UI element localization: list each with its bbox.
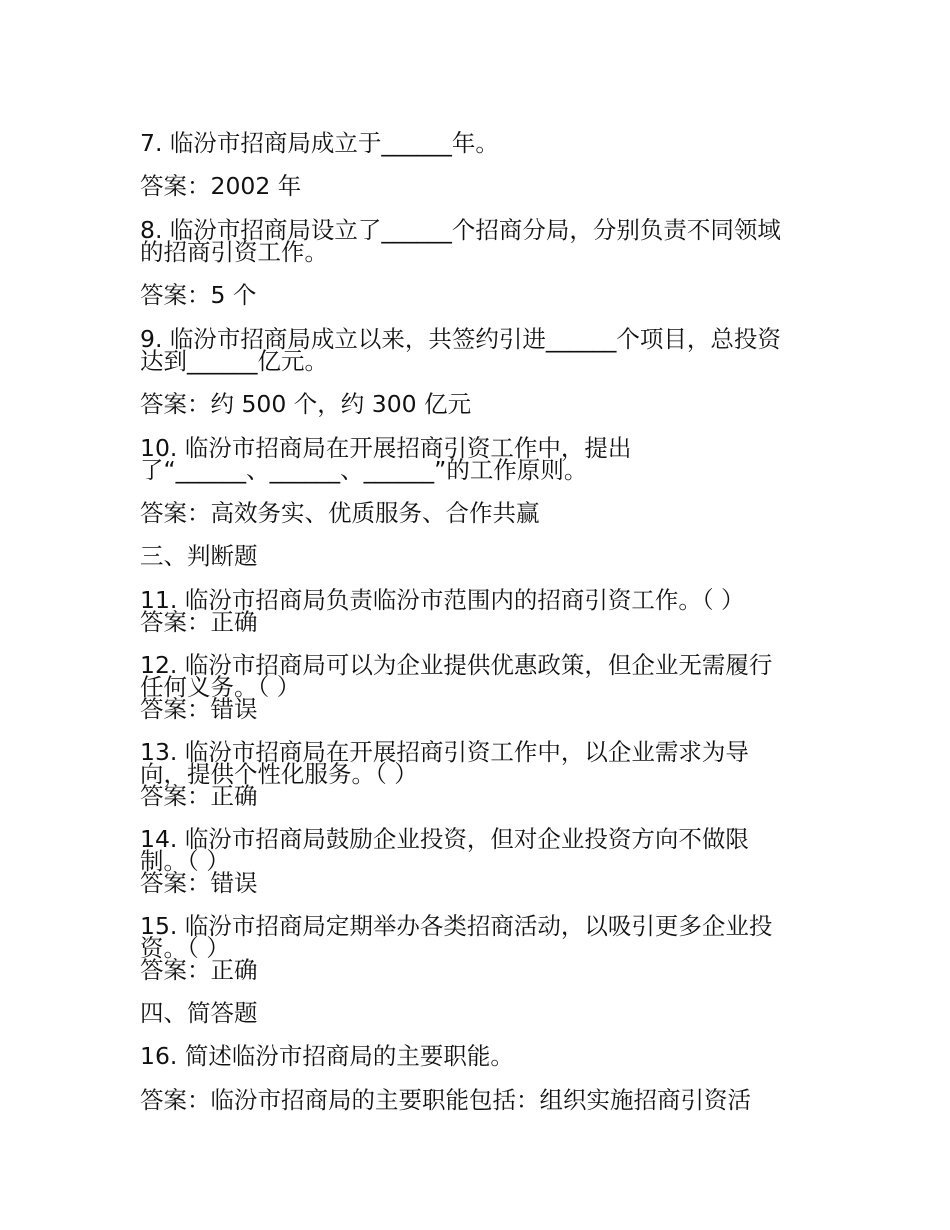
question-14-line-1: 14. 临汾市招商局鼓励企业投资，但对企业投资方向不做限 — [140, 825, 749, 853]
question-9-line-1: 9. 临汾市招商局成立以来，共签约引进______个项目，总投资 — [140, 325, 781, 353]
question-10-line-1: 10. 临汾市招商局在开展招商引资工作中，提出 — [140, 434, 632, 462]
answer-13: 答案：正确 — [140, 782, 258, 810]
answer-15: 答案：正确 — [140, 956, 258, 984]
question-16: 16. 简述临汾市招商局的主要职能。 — [140, 1042, 514, 1070]
question-14-line-2: 制。（ ） — [140, 847, 230, 875]
question-8-line-1: 8. 临汾市招商局设立了______个招商分局，分别负责不同领域 — [140, 216, 781, 244]
section-heading-judgment: 三、判断题 — [140, 542, 258, 570]
answer-7: 答案：2002 年 — [140, 172, 302, 200]
question-11: 11. 临汾市招商局负责临汾市范围内的招商引资工作。（ ） — [140, 586, 745, 614]
question-12-line-1: 12. 临汾市招商局可以为企业提供优惠政策，但企业无需履行 — [140, 651, 773, 679]
answer-11: 答案：正确 — [140, 608, 258, 636]
answer-12: 答案：错误 — [140, 695, 258, 723]
question-12-line-2: 任何义务。（ ） — [140, 673, 301, 701]
question-15-line-1: 15. 临汾市招商局定期举办各类招商活动，以吸引更多企业投 — [140, 912, 773, 940]
section-heading-short-answer: 四、简答题 — [140, 999, 258, 1027]
answer-8: 答案：5 个 — [140, 281, 257, 309]
answer-14: 答案：错误 — [140, 869, 258, 897]
answer-9: 答案：约 500 个，约 300 亿元 — [140, 390, 472, 418]
question-9-line-2: 达到______亿元。 — [140, 347, 328, 375]
question-13-line-2: 向，提供个性化服务。（ ） — [140, 760, 418, 788]
question-10-line-2: 了“______、______、______”的工作原则。 — [140, 456, 588, 484]
question-15-line-2: 资。（ ） — [140, 934, 230, 962]
answer-16: 答案：临汾市招商局的主要职能包括：组织实施招商引资活 — [140, 1086, 751, 1114]
question-8-line-2: 的招商引资工作。 — [140, 238, 328, 266]
answer-10: 答案：高效务实、优质服务、合作共赢 — [140, 499, 540, 527]
question-7: 7. 临汾市招商局成立于______年。 — [140, 129, 499, 157]
question-13-line-1: 13. 临汾市招商局在开展招商引资工作中，以企业需求为导 — [140, 738, 749, 766]
